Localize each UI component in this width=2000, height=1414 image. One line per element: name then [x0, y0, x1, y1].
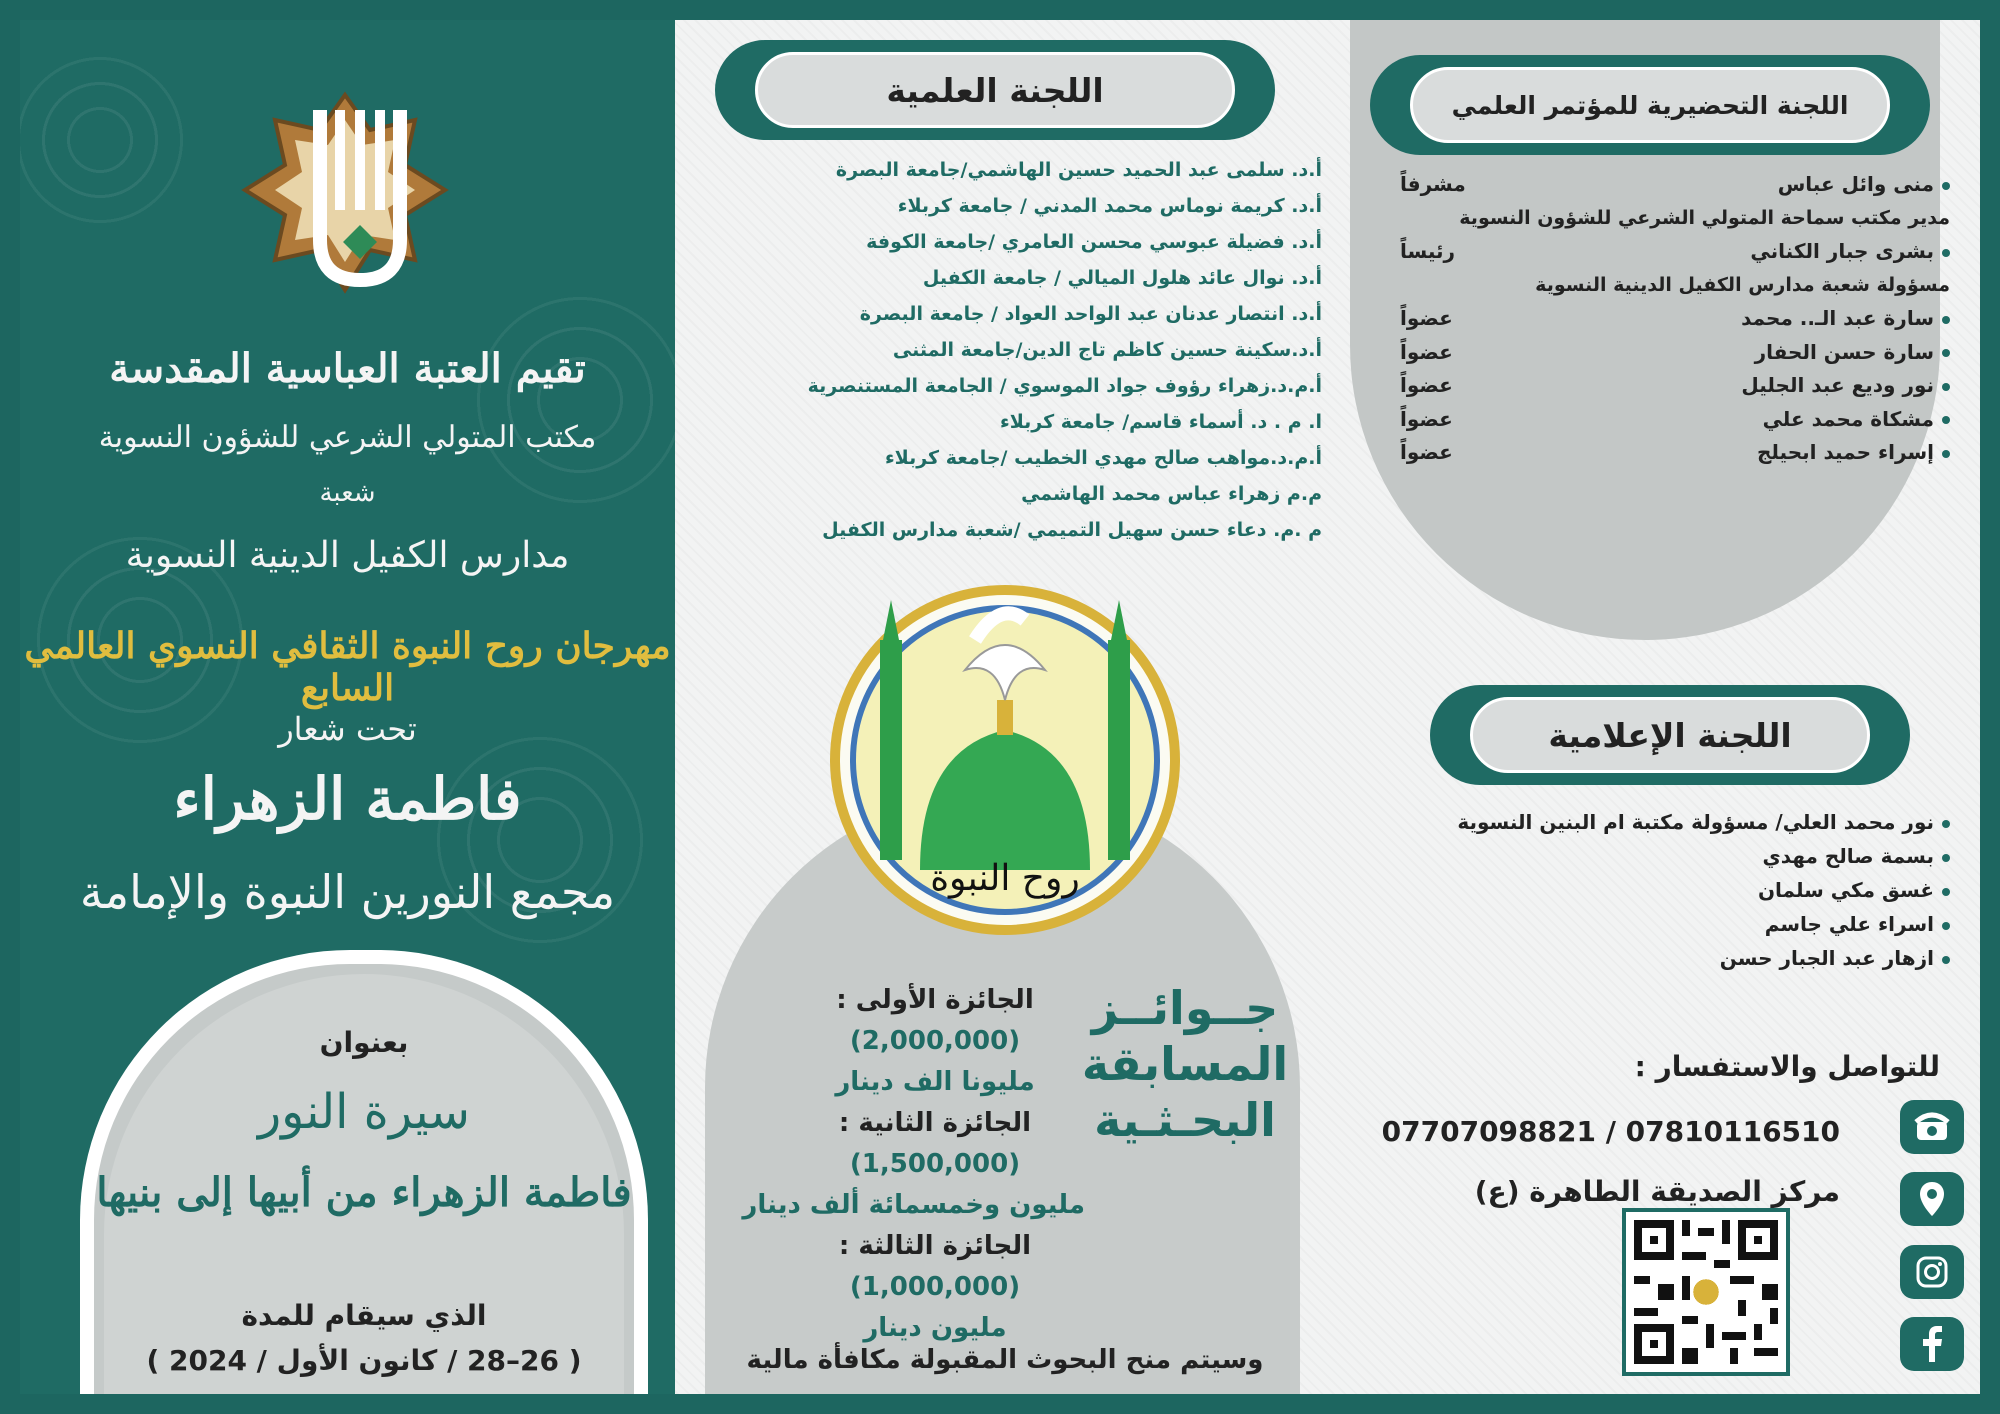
- list-item: إسراء حميد ابحيلج عضواً: [1380, 436, 1950, 470]
- list-item: ا. م . د. أسماء قاسم/ جامعة كربلاء: [999, 411, 1322, 433]
- list-item: أ.د. نوال عائد هلول الميالي / جامعة الكفيل: [922, 267, 1322, 289]
- division-label: شعبة: [319, 478, 376, 508]
- list-item: بشرى جبار الكناني رئيساً: [1380, 235, 1950, 269]
- prizes-note: وسيتم منح البحوث المقبولة مكافأة مالية: [746, 1345, 1264, 1375]
- list-item: سارة عبد الـ.. محمد عضواً: [1380, 302, 1950, 336]
- list-item: أ.د. انتصار عدنان عبد الواحد العواد / جامعة البصرة: [859, 303, 1322, 325]
- third-prize-words: مليون دينار: [863, 1313, 1007, 1343]
- list-item: مشكاة محمد علي عضواً: [1380, 403, 1950, 437]
- location-name: مركز الصديقة الطاهرة (ع): [1474, 1175, 1840, 1208]
- third-prize-amount: (1,000,000): [849, 1272, 1021, 1302]
- first-prize-amount: (2,000,000): [849, 1026, 1021, 1056]
- preparatory-committee-header: [1370, 55, 1930, 155]
- list-item: منى وائل عباس مشرفاً: [1380, 168, 1950, 202]
- list-item: مدير مكتب سماحة المتولي الشرعي للشؤون النسوية: [1459, 206, 1950, 229]
- poster: [20, 20, 1980, 1394]
- second-prize-words: مليون وخمسمائة ألف دينار: [742, 1190, 1085, 1220]
- slogan-label: تحت شعار: [278, 710, 417, 748]
- list-item: نور وديع عبد الجليل عضواً: [1380, 369, 1950, 403]
- first-prize-label: الجائزة الأولى :: [836, 985, 1034, 1015]
- date-label: الذي سيقام للمدة: [241, 1299, 487, 1332]
- list-item: م .م. دعاء حسن سهيل التميمي /شعبة مدارس الكفيل: [822, 519, 1322, 541]
- media-committee-title: اللجنة الإعلامية: [1548, 715, 1792, 755]
- list-item: سارة حسن الحفار عضواً: [1380, 336, 1950, 370]
- title-label: بعنوان: [319, 1026, 409, 1059]
- conference-date: ( 26–28 / كانون الأول / 2024 ): [146, 1344, 582, 1377]
- media-member-list: [1457, 805, 1950, 975]
- contact-title: للتواصل والاستفسار :: [1634, 1050, 1940, 1083]
- list-item: أ.م.د.زهراء رؤوف جواد الموسوي / الجامعة المستنصرية: [807, 375, 1322, 397]
- right-column: [1330, 20, 1980, 1394]
- conference-subtitle: فاطمة الزهراء من أبيها إلى بنيها: [96, 1169, 632, 1216]
- facebook-icon[interactable]: [1900, 1317, 1964, 1371]
- second-prize-label: الجائزة الثانية :: [838, 1108, 1032, 1138]
- festival-emblem-icon: [825, 580, 1185, 940]
- location-pin-icon[interactable]: [1900, 1172, 1964, 1226]
- prizes-list: [742, 980, 1085, 1349]
- phone-icon[interactable]: [1900, 1100, 1964, 1154]
- preparatory-member-list: [1380, 168, 1950, 470]
- first-prize-words: مليونا الف دينار: [835, 1067, 1035, 1097]
- slogan-subtitle: مجمع النورين النبوة والإمامة: [79, 865, 616, 919]
- organizer-line: تقيم العتبة العباسية المقدسة: [109, 345, 586, 392]
- festival-title: مهرجان روح النبوة الثقافي النسوي العالمي السابع: [24, 625, 671, 709]
- prizes-title: جــوائــز المسابقة البحـثـية: [1081, 981, 1289, 1147]
- preparatory-committee-title: اللجنة التحضيرية للمؤتمر العلمي: [1451, 90, 1849, 120]
- list-item: غسق مكي سلمان: [1457, 873, 1950, 907]
- list-item: مسؤولة شعبة مدارس الكفيل الدينية النسوية: [1535, 273, 1950, 296]
- phone-numbers: 07707098821 / 07810116510: [1381, 1115, 1840, 1148]
- list-item: أ.د. فضيلة عبوسي محسن العامري /جامعة الكوفة: [866, 231, 1322, 253]
- list-item: ازهار عبد الجبار حسن: [1457, 941, 1950, 975]
- list-item: نور محمد العلي/ مسؤولة مكتبة ام البنين النسوية: [1457, 805, 1950, 839]
- conference-title: سيرة النور: [257, 1084, 470, 1140]
- left-panel: [20, 20, 675, 1394]
- second-prize-amount: (1,500,000): [849, 1149, 1021, 1179]
- scientific-committee-header: [715, 40, 1275, 140]
- media-committee-header: [1430, 685, 1910, 785]
- scientific-committee-title: اللجنة العلمية: [886, 70, 1104, 110]
- list-item: أ.د.سكينة حسين كاظم تاج الدين/جامعة المثنى: [892, 339, 1322, 361]
- scientific-member-list: [808, 152, 1322, 548]
- logo-emblem-icon: [230, 90, 460, 300]
- middle-column: [675, 20, 1330, 1394]
- slogan-title: فاطمة الزهراء: [173, 765, 522, 833]
- list-item: أ.د. كريمة نوماس محمد المدني / جامعة كربلاء: [897, 195, 1322, 217]
- list-item: م.م زهراء عباس محمد الهاشمي: [1021, 483, 1322, 505]
- list-item: أ.م.د.مواهب صالح مهدي الخطيب /جامعة كربلاء: [884, 447, 1322, 469]
- instagram-icon[interactable]: [1900, 1245, 1964, 1299]
- third-prize-label: الجائزة الثالثة :: [838, 1231, 1032, 1261]
- qr-code[interactable]: [1622, 1208, 1790, 1376]
- title-arch: [80, 950, 648, 1394]
- list-item: أ.د. سلمى عبد الحميد حسين الهاشمي/جامعة البصرة: [835, 159, 1322, 181]
- schools-line: مدارس الكفيل الدينية النسوية: [125, 535, 570, 576]
- list-item: اسراء علي جاسم: [1457, 907, 1950, 941]
- emblem-caption: روح النبوة: [930, 858, 1080, 899]
- list-item: بسمة صالح مهدي: [1457, 839, 1950, 873]
- office-line: مكتب المتولي الشرعي للشؤون النسوية: [98, 420, 597, 455]
